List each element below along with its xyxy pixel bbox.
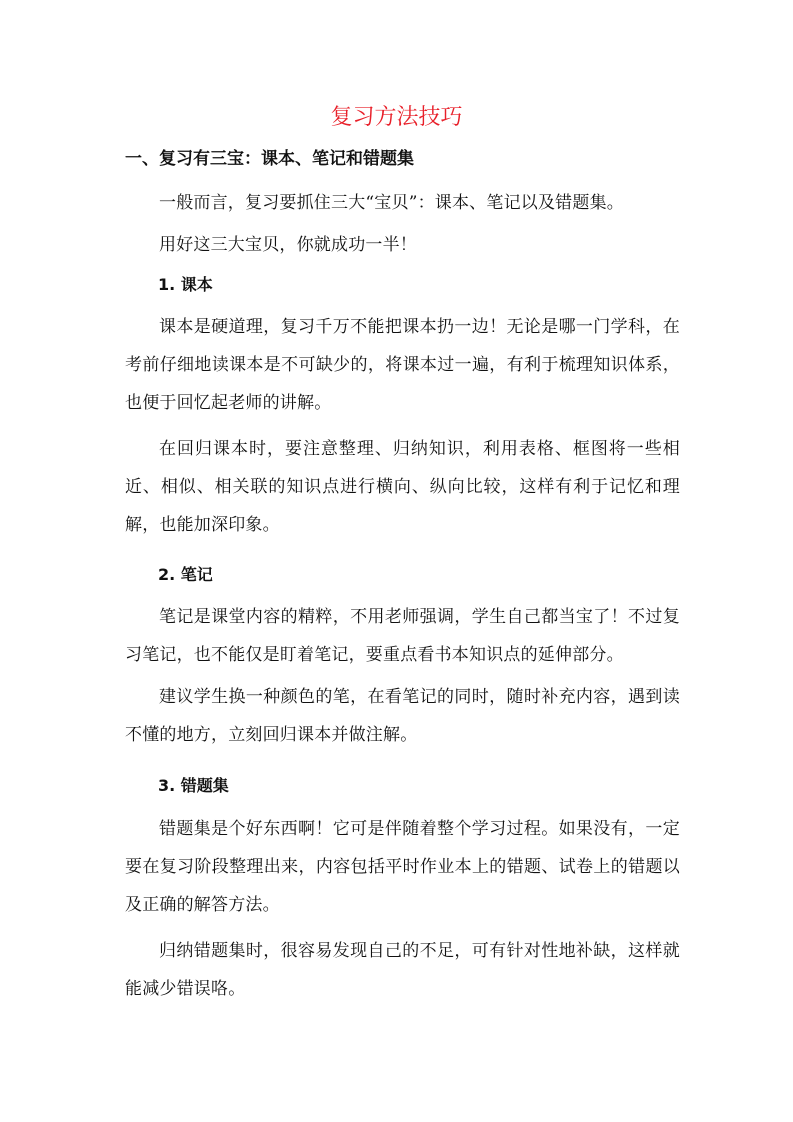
notes-paragraph-2: 建议学生换一种颜色的笔，在看笔记的同时，随时补充内容，遇到读不懂的地方，立刻回归课本并做注解。: [125, 687, 680, 745]
intro-paragraph-1: 一般而言，复习要抓住三大“宝贝”：课本、笔记以及错题集。: [159, 193, 624, 213]
mistakes-paragraph-2: 归纳错题集时，很容易发现自己的不足，可有针对性地补缺，这样就能减少错误咯。: [125, 941, 680, 999]
subsection-heading-textbook: 1. 课本: [158, 275, 213, 294]
subsection-heading-notes: 2. 笔记: [158, 565, 213, 584]
page-title: 复习方法技巧: [330, 105, 463, 130]
textbook-paragraph-2: 在回归课本时，要注意整理、归纳知识，利用表格、框图将一些相近、相似、相关联的知识点进行横向、纵向比较，这样有利于记忆和理解，也能加深印象。: [125, 439, 680, 535]
section-heading: 一、复习有三宝：课本、笔记和错题集: [125, 149, 414, 169]
notes-paragraph-1: 笔记是课堂内容的精粹，不用老师强调，学生自己都当宝了！不过复习笔记，也不能仅是盯着笔记，要重点看书本知识点的延伸部分。: [125, 607, 680, 665]
mistakes-paragraph-1: 错题集是个好东西啊！它可是伴随着整个学习过程。如果没有，一定要在复习阶段整理出来，内容包括平时作业本上的错题、试卷上的错题以及正确的解答方法。: [125, 819, 680, 915]
intro-paragraph-2: 用好这三大宝贝，你就成功一半！: [159, 235, 417, 255]
textbook-paragraph-1: 课本是硬道理，复习千万不能把课本扔一边！无论是哪一门学科，在考前仔细地读课本是不可缺少的，将课本过一遍，有利于梳理知识体系，也便于回忆起老师的讲解。: [125, 317, 680, 413]
subsection-heading-mistakes: 3. 错题集: [158, 776, 229, 795]
